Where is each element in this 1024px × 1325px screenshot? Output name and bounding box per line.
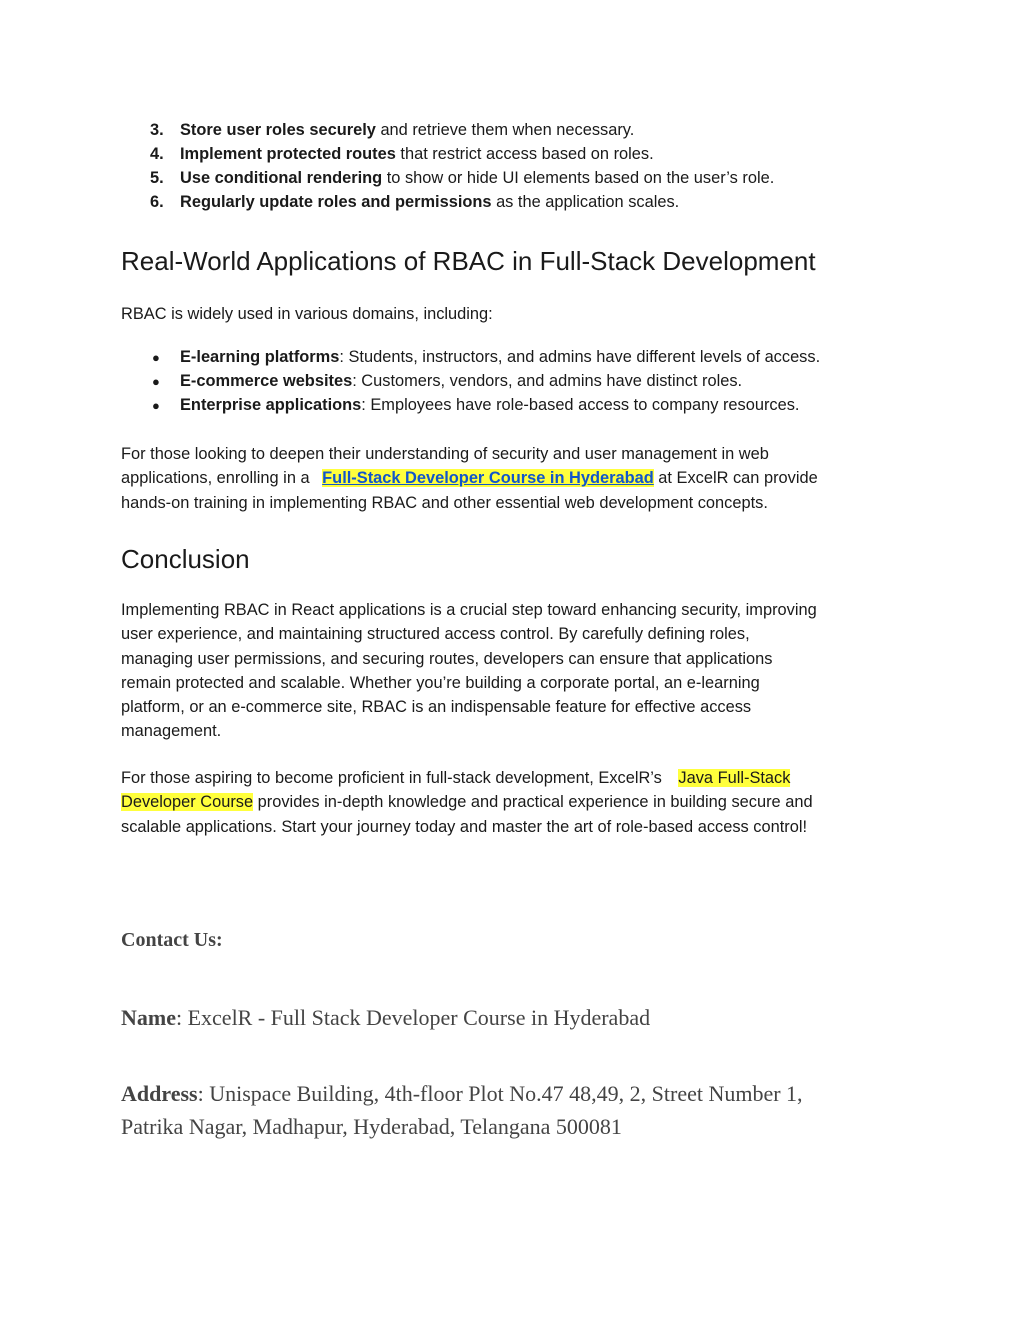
list-number: 4. bbox=[150, 145, 164, 163]
list-text bbox=[180, 145, 654, 164]
list-bold: Regularly update roles and permissions bbox=[180, 193, 492, 211]
java-course-highlight[interactable]: Java Full-Stack bbox=[678, 769, 791, 787]
list-bold: Enterprise applications bbox=[180, 396, 362, 414]
list-number: 6. bbox=[150, 193, 164, 211]
list-rest: as the application scales. bbox=[491, 193, 680, 211]
bullet-icon: ● bbox=[152, 374, 160, 389]
name-label: Name bbox=[121, 1005, 176, 1030]
list-rest: that restrict access based on roles. bbox=[395, 145, 654, 163]
section-intro: RBAC is widely used in various domains, including: bbox=[121, 305, 493, 323]
list-rest: and retrieve them when necessary. bbox=[375, 121, 635, 139]
name-value: : ExcelR - Full Stack Developer Course in Hyderabad bbox=[175, 1005, 651, 1030]
list-text bbox=[180, 348, 820, 367]
list-bold: Use conditional rendering bbox=[180, 169, 383, 187]
list-number: 5. bbox=[150, 169, 164, 187]
paragraph-line: remain protected and scalable. Whether you’re building a corporate portal, an e-learning bbox=[121, 673, 760, 692]
list-number: 3. bbox=[150, 121, 164, 139]
paragraph-line: management. bbox=[121, 722, 222, 741]
paragraph-line bbox=[121, 766, 901, 790]
java-course-paragraph bbox=[121, 766, 901, 839]
paragraph-line: For those looking to deepen their understanding of security and user management in web bbox=[121, 445, 769, 463]
list-text bbox=[180, 169, 774, 188]
paragraph-text: For those aspiring to become proficient in full-stack development, ExcelR’s bbox=[121, 769, 667, 787]
address-label: Address bbox=[121, 1081, 198, 1106]
contact-address-line: Patrika Nagar, Madhapur, Hyderabad, Telangana 500081 bbox=[121, 1114, 622, 1139]
paragraph-text: provides in-depth knowledge and practical experience in building secure and bbox=[253, 793, 813, 812]
paragraph-line: user experience, and maintaining structured access control. By carefully defining roles, bbox=[121, 625, 750, 644]
java-course-highlight[interactable]: Developer Course bbox=[121, 793, 254, 812]
paragraph-line: Implementing RBAC in React applications is a crucial step toward enhancing security, improving bbox=[121, 601, 817, 619]
paragraph-line: platform, or an e-commerce site, RBAC is an indispensable feature for effective access bbox=[121, 698, 752, 717]
list-bold: Store user roles securely bbox=[180, 121, 376, 139]
bullet-icon: ● bbox=[152, 398, 160, 413]
list-rest: : Customers, vendors, and admins have distinct roles. bbox=[352, 372, 743, 390]
paragraph-line: managing user permissions, and securing routes, developers can ensure that applications bbox=[121, 649, 773, 668]
list-bold: E-learning platforms bbox=[180, 348, 340, 366]
paragraph-text: applications, enrolling in a bbox=[121, 469, 315, 488]
list-bold: E-commerce websites bbox=[180, 372, 353, 390]
list-text bbox=[180, 396, 799, 415]
address-value: : Unispace Building, 4th-floor Plot No.47 48,49, 2, Street Number 1, bbox=[197, 1081, 803, 1106]
contact-address-line bbox=[121, 1081, 803, 1107]
paragraph-line bbox=[121, 466, 901, 490]
list-rest: to show or hide UI elements based on the user’s role. bbox=[382, 169, 775, 187]
paragraph-text: at ExcelR can provide bbox=[653, 469, 818, 488]
list-rest: : Students, instructors, and admins have different levels of access. bbox=[339, 348, 821, 366]
contact-title: Contact Us: bbox=[121, 929, 223, 951]
section-heading-applications: Real-World Applications of RBAC in Full-Stack Development bbox=[121, 246, 816, 276]
section-heading-conclusion: Conclusion bbox=[121, 544, 250, 574]
contact-name bbox=[121, 1005, 650, 1031]
paragraph-line: hands-on training in implementing RBAC and other essential web development concepts. bbox=[121, 493, 768, 512]
paragraph-line: scalable applications. Start your journey today and master the art of role-based access control! bbox=[121, 817, 808, 836]
conclusion-paragraph bbox=[121, 598, 901, 744]
list-bold: Implement protected routes bbox=[180, 145, 396, 163]
bullet-icon: ● bbox=[152, 350, 160, 365]
list-text bbox=[180, 372, 742, 391]
list-text bbox=[180, 193, 679, 212]
course-link[interactable]: Full-Stack Developer Course in Hyderabad bbox=[322, 469, 654, 488]
list-rest: : Employees have role-based access to company resources. bbox=[361, 396, 800, 414]
list-text bbox=[180, 121, 634, 140]
course-paragraph bbox=[121, 442, 901, 515]
paragraph-line bbox=[121, 790, 901, 814]
